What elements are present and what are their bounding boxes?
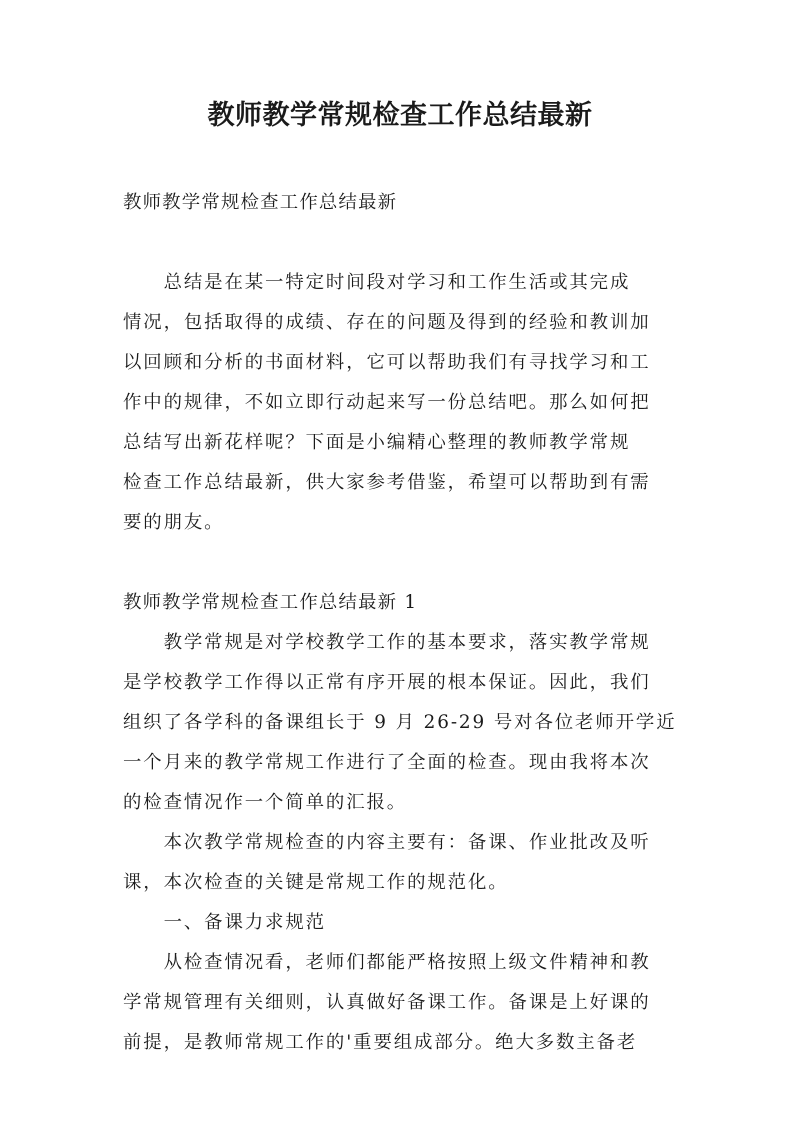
text-line: 本次教学常规检查的内容主要有：备课、作业批改及听	[123, 832, 651, 853]
text-line: 检查工作总结最新，供大家参考借鉴，希望可以帮助到有需	[123, 472, 651, 493]
text-line: 是学校教学工作得以正常有序开展的根本保证。因此，我们	[123, 672, 651, 693]
section-heading: 教师教学常规检查工作总结最新 1	[123, 592, 418, 613]
text-line: 从检查情况看，老师们都能严格按照上级文件精神和教	[123, 952, 651, 973]
text-line: 要的朋友。	[123, 512, 225, 533]
text-line: 总结是在某一特定时间段对学习和工作生活或其完成	[123, 272, 631, 293]
document-body	[123, 183, 681, 1063]
text-line: 教学常规是对学校教学工作的基本要求，落实教学常规	[123, 632, 651, 653]
text-line: 以回顾和分析的书面材料，它可以帮助我们有寻找学习和工	[123, 352, 651, 373]
text-line: 组织了各学科的备课组长于 9 月 26-29 号对各位老师开学近	[123, 712, 677, 733]
text-line: 前提，是教师常规工作的'重要组成部分。绝大多数主备老	[123, 1032, 638, 1053]
text-line: 情况，包括取得的成绩、存在的问题及得到的经验和教训加	[123, 312, 651, 333]
text-line: 作中的规律，不如立即行动起来写一份总结吧。那么如何把	[123, 392, 651, 413]
subheading-paragraph	[123, 903, 681, 943]
text-line: 一个月来的教学常规工作进行了全面的检查。现由我将本次	[123, 752, 651, 773]
document-title: 教师教学常规检查工作总结最新	[207, 100, 593, 131]
document-subtitle: 教师教学常规检查工作总结最新	[123, 192, 398, 213]
text-line: 总结写出新花样呢？下面是小编精心整理的教师教学常规	[123, 432, 631, 453]
subheading-1: 一、备课力求规范	[123, 912, 326, 933]
body-paragraph-3	[123, 943, 681, 1063]
text-line: 课，本次检查的关键是常规工作的规范化。	[123, 872, 509, 893]
intro-paragraph	[123, 263, 681, 543]
text-line: 学常规管理有关细则，认真做好备课工作。备课是上好课的	[123, 992, 651, 1013]
body-paragraph-2	[123, 823, 681, 903]
text-line: 的检查情况作一个简单的汇报。	[123, 792, 408, 813]
body-paragraph-1	[123, 623, 681, 823]
